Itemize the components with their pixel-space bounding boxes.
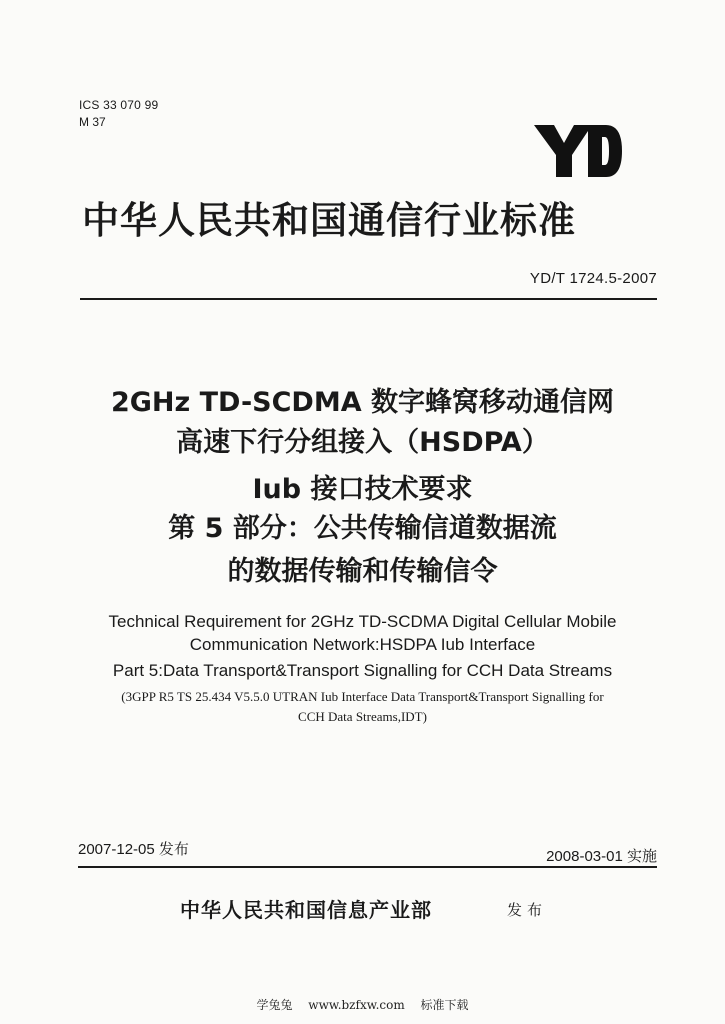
m-code: M 37 [79,115,106,129]
yd-logo [532,121,622,181]
issuer-verb: 发布 [507,901,548,919]
footer-tagline: 标准下载 [420,998,469,1012]
top-divider [80,298,657,300]
en-title-line-2: Communication Network:HSDPA Iub Interface [189,635,536,654]
en-title-line-1: Technical Requirement for 2GHz TD-SCDMA Digital Cellular Mobile [108,612,617,631]
standard-number: YD/T 1724.5-2007 [529,270,657,287]
cn-title-line-5: 的数据传输和传输信令 [227,556,498,587]
footer [0,996,725,1013]
en-subtitle-line-1: (3GPP R5 TS 25.434 V5.5.0 UTRAN Iub Interface Data Transport&Transport Signalling for [121,689,604,704]
issuer-name: 中华人民共和国信息产业部 [180,898,432,922]
en-title-line-3: Part 5:Data Transport&Transport Signalling for CCH Data Streams [112,661,613,680]
footer-url[interactable]: www.bzfxw.com [308,998,405,1012]
en-subtitle-line-2: CCH Data Streams,IDT) [298,709,427,724]
cn-title-line-3: Iub 接口技术要求 [252,474,473,505]
implementation-date: 2008-03-01 实施 [546,848,657,865]
cn-title-line-2: 高速下行分组接入（HSDPA） [176,427,549,458]
cn-title-line-4: 第 5 部分：公共传输信道数据流 [168,513,557,544]
footer-site-name: 学兔兔 [256,998,293,1012]
org-title: 中华人民共和国通信行业标准 [82,199,576,242]
issue-date: 2007-12-05 发布 [78,841,189,858]
ics-code: ICS 33 070 99 [79,98,159,112]
bottom-divider [78,866,657,868]
cn-title-line-1: 2GHz TD-SCDMA 数字蜂窝移动通信网 [110,387,615,418]
